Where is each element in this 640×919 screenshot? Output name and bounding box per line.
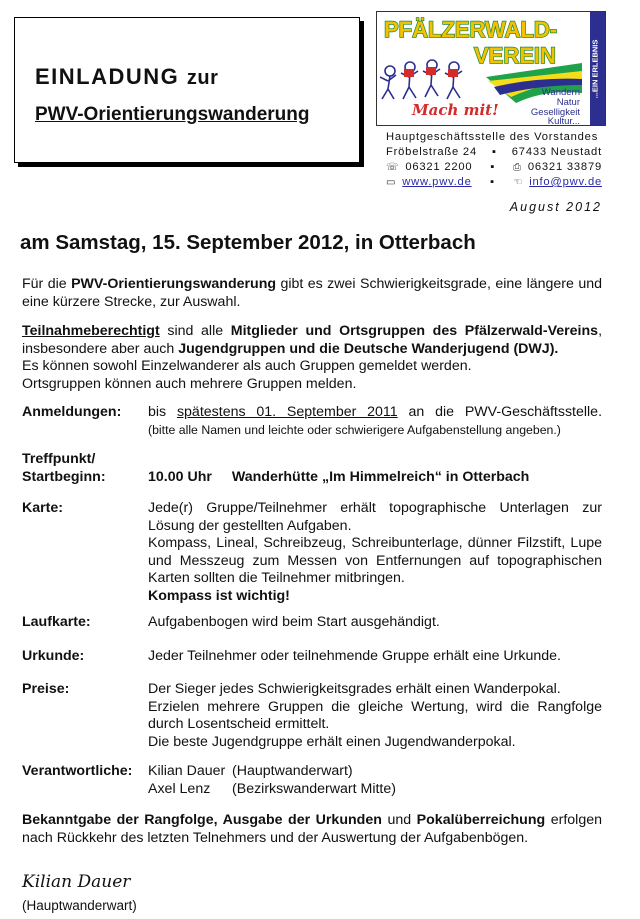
eligibility-line3: Es können sowohl Einzelwanderer als auch Gruppen gemeldet werden. bbox=[22, 358, 472, 374]
anmeldungen-note: (bitte alle Namen und leichte oder schwierigere Aufgabenstellung angeben.) bbox=[148, 422, 561, 437]
label-laufkarte: Laufkarte: bbox=[22, 614, 91, 630]
fax-icon: ⎙ bbox=[513, 162, 522, 173]
role2: (Bezirkswanderwart Mitte) bbox=[232, 780, 396, 797]
address-web-row: ▭ www.pwv.de ▪ ☜ info@pwv.de bbox=[386, 176, 602, 188]
title-einladung: EINLADUNG bbox=[35, 64, 180, 89]
person2: Axel Lenz bbox=[148, 780, 211, 797]
logo-tag-wandern: Wandern bbox=[541, 87, 580, 98]
title-zur: zur bbox=[186, 67, 219, 89]
label-anmeldungen: Anmeldungen: bbox=[22, 404, 122, 420]
logo-tag-natur: Natur bbox=[556, 97, 580, 108]
address-block bbox=[386, 130, 602, 190]
address-city: 67433 Neustadt bbox=[511, 146, 602, 158]
laufkarte-text: Aufgabenbogen wird beim Start ausgehändigt. bbox=[148, 614, 440, 630]
mouse-icon: ☜ bbox=[513, 177, 524, 188]
urkunde-text: Jeder Teilnehmer oder teilnehmende Gruppe erhält eine Urkunde. bbox=[148, 648, 562, 664]
role1: (Hauptwanderwart) bbox=[232, 763, 353, 779]
address-phone-row: ☏ 06321 2200 ▪ ⎙ 06321 33879 bbox=[386, 161, 602, 173]
address-phone: 06321 2200 bbox=[405, 161, 473, 173]
closing-paragraph: Bekanntgabe der Rangfolge, Ausgabe der Urkunden und Pokalüberreichung erfolgen nach Rückkehr des letzten Telnehmers und der Auswertung der Aufgabenbögen. bbox=[22, 812, 603, 846]
row-treffpunkt bbox=[22, 451, 602, 487]
title-box bbox=[14, 17, 360, 163]
eligibility-underlined: Teilnahmeberechtigt bbox=[22, 323, 160, 339]
start-place: Wanderhütte „Im Himmelreich“ in Otterbach bbox=[231, 468, 530, 485]
address-street: Fröbelstraße 24 bbox=[386, 146, 477, 158]
preise-line2: Erzielen mehrere Gruppen die gleiche Wertung, wird die Rangfolge durch Losentscheid ermittelt. bbox=[148, 698, 602, 732]
website-link[interactable]: www.pwv.de bbox=[402, 176, 472, 188]
label-treffpunkt: Treffpunkt/ bbox=[22, 451, 96, 467]
address-street-row: Fröbelstraße 24 ▪ 67433 Neustadt bbox=[386, 146, 602, 158]
headline: am Samstag, 15. September 2012, in Otterbach bbox=[20, 231, 476, 254]
title-line1 bbox=[35, 64, 218, 90]
preise-line3: Die beste Jugendgruppe erhält einen Jugendwanderpokal. bbox=[148, 733, 516, 750]
logo-name-line1: PFÄLZERWALD- bbox=[384, 17, 558, 42]
person1: Kilian Dauer bbox=[148, 763, 226, 779]
row-preise bbox=[22, 681, 602, 751]
pwv-logo bbox=[376, 11, 606, 126]
logo-vertical-text: ...EIN ERLEBNIS bbox=[590, 39, 600, 99]
email-link[interactable]: info@pwv.de bbox=[529, 176, 602, 188]
signature: Kilian Dauer bbox=[22, 872, 131, 892]
logo-tag-geselligkeit: Geselligkeit bbox=[530, 107, 580, 118]
address-fax: 06321 33879 bbox=[527, 161, 602, 173]
signature-role: (Hauptwanderwart) bbox=[22, 898, 137, 913]
label-verantwortliche: Verantwortliche: bbox=[22, 763, 133, 779]
intro-paragraph: Für die PWV-Orientierungswanderung gibt es zwei Schwierigkeitsgrade, eine längere und eine kürzere Strecke, zur Auswahl. bbox=[22, 276, 602, 310]
computer-icon: ▭ bbox=[386, 177, 397, 188]
title-line2: PWV-Orientierungswanderung bbox=[35, 104, 310, 125]
eligibility-paragraph: Teilnahmeberechtigt sind alle Mitglieder und Ortsgruppen des Pfälzerwald-Vereins, insbesondere aber auch Jugendgruppen und die Deutsche Wanderjugend (DWJ). Es können sowohl Einzelwanderer als auch Gruppen gemeldet werden. Ortsgruppen können auch mehrere Gruppen melden. bbox=[22, 323, 603, 392]
karte-bold: Kompass ist wichtig! bbox=[148, 587, 290, 604]
logo-tag-kultur: Kultur... bbox=[547, 116, 580, 126]
karte-text2: Kompass, Lineal, Schreibzeug, Schreibunterlage, dünner Filzstift, Lupe und Messzeug zum Messen von Entfernungen auf topographischen Karten sollten die Teilnehmer mitbringen. bbox=[148, 535, 602, 586]
label-preise: Preise: bbox=[22, 681, 70, 697]
document-date: August 2012 bbox=[509, 200, 602, 214]
logo-name-line2: VEREIN bbox=[474, 43, 556, 68]
preise-line1: Der Sieger jedes Schwierigkeitsgrades erhält einen Wanderpokal. bbox=[148, 681, 561, 697]
deadline: spätestens 01. September 2011 bbox=[176, 404, 398, 420]
karte-text1: Jede(r) Gruppe/Teilnehmer erhält topographische Unterlagen zur Lösung der gestellten Aufgaben. bbox=[148, 500, 602, 534]
row-karte bbox=[22, 500, 602, 604]
label-startbeginn: Startbeginn: bbox=[22, 468, 106, 485]
intro-bold: PWV-Orientierungswanderung bbox=[71, 276, 277, 292]
label-urkunde: Urkunde: bbox=[22, 648, 85, 664]
phone-icon: ☏ bbox=[386, 162, 400, 173]
start-time: 10.00 Uhr bbox=[148, 468, 212, 485]
row-verantwortliche bbox=[22, 763, 602, 799]
row-anmeldungen: Anmeldungen: bis spätestens 01. September 2011 an die PWV-Geschäftsstelle. (bitte alle Namen und leichte oder schwierigere Aufgabenstellung angeben.) bbox=[22, 404, 602, 440]
eligibility-line4: Ortsgruppen können auch mehrere Gruppen melden. bbox=[22, 375, 357, 392]
logo-slogan: Mach mit! bbox=[412, 101, 499, 119]
label-karte: Karte: bbox=[22, 500, 63, 516]
address-header: Hauptgeschäftsstelle des Vorstandes bbox=[386, 131, 599, 143]
